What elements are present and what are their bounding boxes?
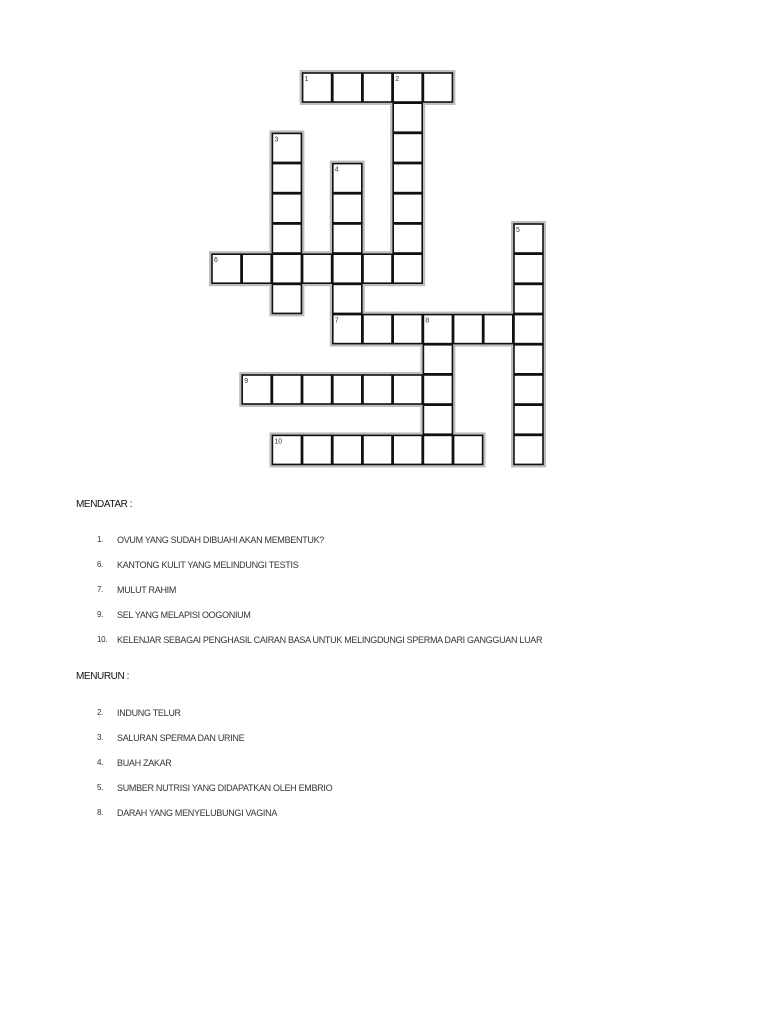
crossword-cell[interactable] [393,435,422,464]
crossword-cell[interactable] [242,254,271,283]
clue-number: 2. [97,708,104,717]
crossword-cell[interactable] [333,284,362,313]
clue-number: 1. [97,535,104,544]
cell-number: 2 [395,76,400,83]
crossword-cell[interactable] [363,315,392,344]
crossword-cell[interactable] [363,254,392,283]
down-clue-8 [76,808,716,822]
across-clue-6 [76,560,716,574]
across-clue-9 [76,610,716,624]
clue-number: 10. [97,635,108,644]
crossword-cell[interactable] [454,315,483,344]
crossword-cell[interactable] [272,194,301,223]
cell-number: 3 [274,136,279,144]
crossword-cell[interactable] [363,375,392,404]
clue-text: SALURAN SPERMA DAN URINE [117,733,245,743]
crossword-cell[interactable] [333,254,362,283]
crossword-cell[interactable] [272,254,301,283]
clue-text: SEL YANG MELAPISI OOGONIUM [117,610,251,620]
crossword-cell[interactable] [272,284,301,313]
down-clue-4 [76,758,716,772]
down-clue-3 [76,733,716,747]
down-clue-5 [76,783,716,797]
crossword-cell[interactable] [423,435,452,464]
crossword-cell[interactable] [514,375,543,404]
clue-number: 9. [97,610,104,619]
crossword-cell[interactable] [423,345,452,374]
cell-number: 1 [304,76,309,83]
crossword-cell[interactable] [514,345,543,374]
crossword-cell[interactable] [423,375,452,404]
cell-number: 7 [334,317,339,325]
clue-text: KANTONG KULIT YANG MELINDUNGI TESTIS [117,560,299,570]
crossword-cell[interactable] [393,194,422,223]
clue-text: MULUT RAHIM [117,585,177,595]
crossword-cell[interactable] [423,405,452,434]
across-clue-7 [76,585,716,599]
clue-text: KELENJAR SEBAGAI PENGHASIL CAIRAN BASA UNTUK MELINGDUNGI SPERMA DARI GANGGUAN LUAR [117,635,543,645]
crossword-cell[interactable] [363,73,392,102]
cell-number: 10 [274,438,283,446]
clue-number: 6. [97,560,104,569]
crossword-cell[interactable] [272,375,301,404]
clue-number: 7. [97,585,104,594]
crossword-cell[interactable] [514,254,543,283]
clue-text: BUAH ZAKAR [117,758,172,768]
cell-number: 9 [244,378,249,385]
cell-number: 4 [334,166,339,174]
crossword-cell[interactable] [303,435,332,464]
clue-number: 5. [97,783,104,792]
crossword-cell[interactable] [514,284,543,313]
cell-number: 8 [425,317,430,325]
crossword-cell[interactable] [514,405,543,434]
down-heading: MENURUN : [76,671,130,682]
crossword-cell[interactable] [363,435,392,464]
crossword-grid [0,0,768,470]
crossword-cell[interactable] [333,73,362,102]
cell-number: 5 [516,227,520,234]
clue-number: 3. [97,733,104,742]
across-clue-10 [76,635,716,649]
clue-number: 4. [97,758,104,767]
crossword-cell[interactable] [333,435,362,464]
crossword-cell[interactable] [303,254,332,283]
cell-number: 6 [214,257,218,265]
clue-text: OVUM YANG SUDAH DIBUAHI AKAN MEMBENTUK? [117,535,325,545]
crossword-cell[interactable] [514,435,543,464]
down-clue-2 [76,708,716,722]
crossword-cell[interactable] [393,315,422,344]
across-heading: MENDATAR : [76,499,133,510]
crossword-cell[interactable] [514,315,543,344]
crossword-cell[interactable] [393,164,422,193]
crossword-cell[interactable] [333,375,362,404]
crossword-cell[interactable] [454,435,483,464]
crossword-cell[interactable] [333,224,362,253]
crossword-cell[interactable] [272,224,301,253]
crossword-cell[interactable] [423,73,452,102]
across-clue-1 [76,535,716,549]
clue-text: INDUNG TELUR [117,708,181,718]
clue-text: DARAH YANG MENYELUBUNGI VAGINA [117,808,278,818]
crossword-cell[interactable] [393,133,422,162]
crossword-cell[interactable] [333,194,362,223]
crossword-cell[interactable] [393,224,422,253]
clue-text: SUMBER NUTRISI YANG DIDAPATKAN OLEH EMBRIO [117,783,333,793]
crossword-cell[interactable] [393,103,422,132]
clue-number: 8. [97,808,104,817]
crossword-cell[interactable] [393,375,422,404]
crossword-cell[interactable] [393,254,422,283]
crossword-cell[interactable] [272,164,301,193]
crossword-cell[interactable] [484,315,513,344]
crossword-cell[interactable] [303,375,332,404]
